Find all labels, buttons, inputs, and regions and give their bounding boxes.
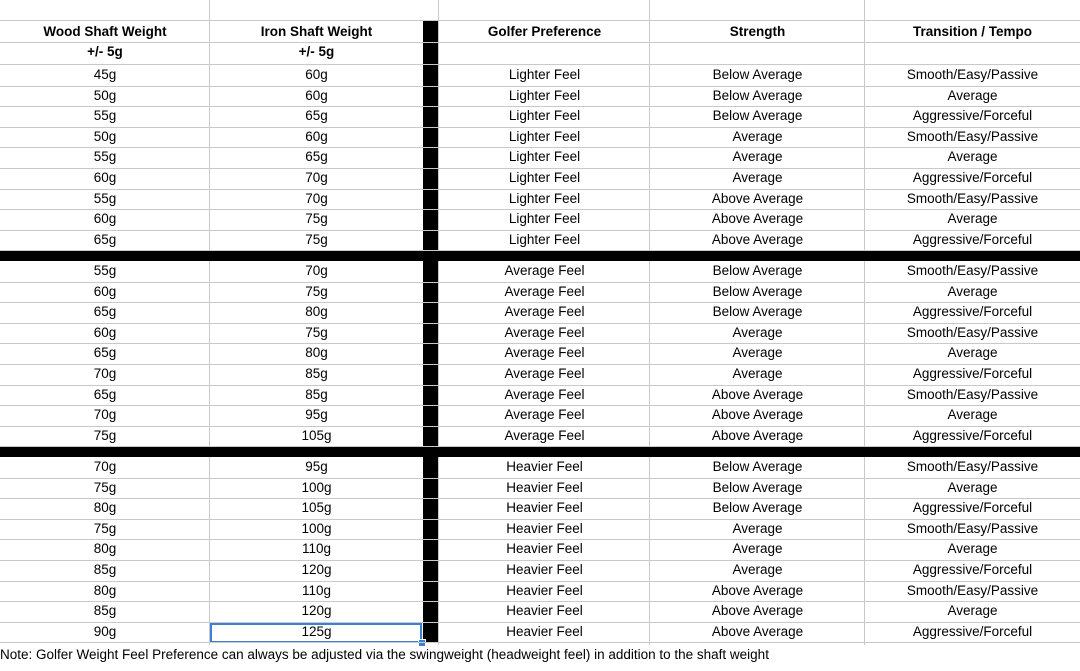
iron-shaft-weight-cell[interactable]: 70g — [305, 190, 328, 206]
iron-shaft-weight-cell[interactable]: 110g — [301, 582, 332, 598]
iron-shaft-weight-cell[interactable]: 60g — [305, 128, 328, 144]
strength-cell[interactable]: Below Average — [712, 283, 803, 299]
transition-tempo-cell[interactable]: Average — [947, 407, 998, 423]
golfer-preference-cell[interactable]: Lighter Feel — [508, 108, 581, 124]
iron-shaft-weight-cell[interactable]: 65g — [305, 108, 328, 124]
golfer-preference-cell[interactable]: Average Feel — [504, 263, 585, 278]
strength-cell[interactable]: Average — [732, 366, 783, 381]
group-separator-bar — [0, 251, 1080, 261]
strength-cell[interactable]: Below Average — [712, 87, 803, 103]
transition-tempo-cell[interactable]: Average — [947, 603, 998, 619]
golfer-preference-cell[interactable]: Heavier Feel — [506, 520, 583, 536]
wood-shaft-weight-cell[interactable]: 70g — [93, 407, 117, 423]
iron-shaft-weight-cell[interactable]: 85g — [305, 386, 328, 402]
iron-shaft-weight-cell[interactable]: 120g — [301, 562, 332, 577]
strength-cell[interactable]: Average — [732, 149, 783, 165]
fill-handle[interactable] — [418, 639, 426, 647]
golfer-preference-cell[interactable]: Lighter Feel — [508, 128, 581, 144]
wood-shaft-weight-cell[interactable]: 60g — [93, 170, 117, 185]
row-gridline — [0, 385, 1080, 386]
strength-cell[interactable]: Below Average — [712, 67, 803, 82]
iron-shaft-weight-cell[interactable]: 105g — [301, 500, 332, 516]
transition-tempo-cell[interactable]: Smooth/Easy/Passive — [906, 459, 1039, 474]
iron-shaft-weight-cell[interactable]: 125g — [301, 623, 332, 639]
iron-shaft-weight-cell[interactable]: 85g — [305, 366, 328, 381]
row-gridline — [0, 189, 1080, 190]
header-wood-line2: +/- 5g — [87, 44, 123, 59]
transition-tempo-cell[interactable]: Aggressive/Forceful — [912, 304, 1033, 320]
row-gridline — [0, 478, 1080, 479]
transition-tempo-cell[interactable]: Aggressive/Forceful — [912, 500, 1033, 516]
golfer-preference-cell[interactable]: Lighter Feel — [508, 170, 581, 185]
row-gridline — [0, 519, 1080, 520]
transition-tempo-cell[interactable]: Smooth/Easy/Passive — [906, 190, 1039, 206]
wood-shaft-weight-cell[interactable]: 80g — [93, 582, 117, 598]
strength-cell[interactable]: Above Average — [711, 231, 804, 247]
transition-tempo-cell[interactable]: Smooth/Easy/Passive — [906, 520, 1039, 536]
transition-tempo-cell[interactable]: Aggressive/Forceful — [912, 562, 1033, 577]
row-gridline — [0, 147, 1080, 148]
strength-cell[interactable]: Average — [732, 324, 783, 340]
wood-shaft-weight-cell[interactable]: 60g — [93, 324, 117, 340]
strength-cell[interactable]: Below Average — [712, 304, 803, 320]
transition-tempo-cell[interactable]: Smooth/Easy/Passive — [906, 263, 1039, 278]
strength-cell[interactable]: Average — [732, 562, 783, 577]
iron-shaft-weight-cell[interactable]: 60g — [305, 87, 328, 103]
transition-tempo-cell[interactable]: Aggressive/Forceful — [912, 427, 1033, 443]
strength-cell[interactable]: Average — [732, 170, 783, 185]
transition-tempo-cell[interactable]: Aggressive/Forceful — [912, 623, 1033, 639]
transition-tempo-cell[interactable]: Average — [947, 541, 998, 557]
iron-shaft-weight-cell[interactable]: 120g — [301, 603, 332, 619]
iron-shaft-weight-cell[interactable]: 75g — [305, 324, 328, 340]
iron-shaft-weight-cell[interactable]: 75g — [305, 211, 328, 227]
golfer-preference-cell[interactable]: Heavier Feel — [506, 479, 583, 495]
row-gridline — [0, 20, 1080, 21]
golfer-preference-cell[interactable]: Heavier Feel — [506, 500, 583, 516]
transition-tempo-cell[interactable]: Aggressive/Forceful — [912, 170, 1033, 185]
strength-cell[interactable]: Below Average — [712, 479, 803, 495]
row-gridline — [0, 581, 1080, 582]
iron-shaft-weight-cell[interactable]: 105g — [301, 427, 332, 443]
row-gridline — [0, 42, 1080, 43]
transition-tempo-cell[interactable]: Average — [947, 283, 998, 299]
golfer-preference-cell[interactable]: Lighter Feel — [508, 231, 581, 247]
golfer-preference-cell[interactable]: Average Feel — [504, 345, 585, 361]
transition-tempo-cell[interactable]: Average — [947, 211, 998, 227]
wood-shaft-weight-cell[interactable]: 55g — [93, 108, 117, 124]
transition-tempo-cell[interactable]: Aggressive/Forceful — [912, 108, 1033, 124]
golfer-preference-cell[interactable]: Lighter Feel — [508, 67, 581, 82]
wood-shaft-weight-cell[interactable]: 65g — [93, 231, 117, 247]
iron-shaft-weight-cell[interactable]: 65g — [305, 149, 328, 165]
row-gridline — [0, 323, 1080, 324]
wood-shaft-weight-cell[interactable]: 55g — [93, 190, 117, 206]
strength-cell[interactable]: Above Average — [711, 623, 804, 639]
transition-tempo-cell[interactable]: Smooth/Easy/Passive — [906, 386, 1039, 402]
group-separator-bar — [0, 447, 1080, 457]
wood-shaft-weight-cell[interactable]: 60g — [93, 283, 117, 299]
strength-cell[interactable]: Below Average — [712, 459, 803, 474]
row-gridline — [0, 209, 1080, 210]
row-gridline — [0, 106, 1080, 107]
transition-tempo-cell[interactable]: Average — [947, 149, 998, 165]
row-gridline — [0, 560, 1080, 561]
wood-shaft-weight-cell[interactable]: 70g — [93, 366, 117, 381]
iron-shaft-weight-cell[interactable]: 80g — [305, 304, 328, 320]
iron-shaft-weight-cell[interactable]: 75g — [305, 283, 328, 299]
iron-shaft-weight-cell[interactable]: 75g — [305, 231, 328, 247]
iron-shaft-weight-cell[interactable]: 95g — [305, 407, 328, 423]
row-gridline — [0, 364, 1080, 365]
row-gridline — [0, 622, 1080, 623]
transition-tempo-cell[interactable]: Average — [947, 345, 998, 361]
golfer-preference-cell[interactable]: Average Feel — [504, 283, 585, 299]
row-gridline — [0, 498, 1080, 499]
transition-tempo-cell[interactable]: Smooth/Easy/Passive — [906, 128, 1039, 144]
strength-cell[interactable]: Above Average — [711, 211, 804, 227]
row-gridline — [0, 86, 1080, 87]
header-iron-line2: +/- 5g — [298, 44, 335, 59]
transition-tempo-cell[interactable]: Smooth/Easy/Passive — [906, 67, 1039, 82]
wood-shaft-weight-cell[interactable]: 85g — [93, 562, 117, 577]
header-transition-tempo[interactable]: Transition / Tempo — [912, 24, 1032, 39]
iron-shaft-weight-cell[interactable]: 80g — [305, 345, 328, 361]
row-gridline — [0, 302, 1080, 303]
strength-cell[interactable]: Above Average — [711, 407, 804, 423]
strength-cell[interactable]: Average — [732, 345, 783, 361]
row-gridline — [0, 426, 1080, 427]
transition-tempo-cell[interactable]: Smooth/Easy/Passive — [906, 324, 1039, 340]
golfer-preference-cell[interactable]: Lighter Feel — [508, 211, 581, 227]
wood-shaft-weight-cell[interactable]: 60g — [93, 211, 117, 227]
row-gridline — [0, 539, 1080, 540]
golfer-preference-cell[interactable]: Average Feel — [504, 304, 585, 320]
strength-cell[interactable]: Above Average — [711, 582, 804, 598]
iron-shaft-weight-cell[interactable]: 95g — [305, 459, 328, 474]
wood-shaft-weight-cell[interactable]: 75g — [93, 520, 117, 536]
golfer-preference-cell[interactable]: Heavier Feel — [506, 459, 583, 474]
row-gridline — [0, 127, 1080, 128]
iron-shaft-weight-cell[interactable]: 100g — [301, 479, 332, 495]
column-separator-bar — [423, 20, 439, 643]
row-gridline — [0, 282, 1080, 283]
strength-cell[interactable]: Above Average — [711, 603, 804, 619]
golfer-preference-cell[interactable]: Heavier Feel — [506, 541, 583, 557]
row-gridline — [0, 642, 1080, 643]
wood-shaft-weight-cell[interactable]: 75g — [93, 427, 117, 443]
wood-shaft-weight-cell[interactable]: 90g — [93, 623, 117, 639]
transition-tempo-cell[interactable]: Aggressive/Forceful — [912, 231, 1033, 247]
strength-cell[interactable]: Below Average — [712, 263, 803, 278]
golfer-preference-cell[interactable]: Heavier Feel — [506, 582, 583, 598]
selected-cell-outline — [210, 623, 422, 643]
header-wood-line1: Wood Shaft Weight — [43, 24, 167, 39]
strength-cell[interactable]: Above Average — [711, 427, 804, 443]
golfer-preference-cell[interactable]: Average Feel — [504, 427, 585, 443]
header-strength[interactable]: Strength — [729, 24, 786, 39]
wood-shaft-weight-cell[interactable]: 45g — [93, 67, 117, 82]
wood-shaft-weight-cell[interactable]: 55g — [93, 263, 117, 278]
golfer-preference-cell[interactable]: Average Feel — [504, 407, 585, 423]
wood-shaft-weight-cell[interactable]: 65g — [93, 386, 117, 402]
strength-cell[interactable]: Above Average — [711, 190, 804, 206]
golfer-preference-cell[interactable]: Heavier Feel — [506, 603, 583, 619]
wood-shaft-weight-cell[interactable]: 70g — [93, 459, 117, 474]
golfer-preference-cell[interactable]: Heavier Feel — [506, 562, 583, 577]
wood-shaft-weight-cell[interactable]: 75g — [93, 479, 117, 495]
row-gridline — [0, 601, 1080, 602]
transition-tempo-cell[interactable]: Smooth/Easy/Passive — [906, 582, 1039, 598]
wood-shaft-weight-cell[interactable]: 50g — [93, 87, 117, 103]
golfer-preference-cell[interactable]: Average Feel — [504, 324, 585, 340]
header-golfer-preference[interactable]: Golfer Preference — [487, 24, 602, 39]
strength-cell[interactable]: Below Average — [712, 500, 803, 516]
strength-cell[interactable]: Average — [732, 128, 783, 144]
row-gridline — [0, 343, 1080, 344]
iron-shaft-weight-cell[interactable]: 70g — [305, 170, 328, 185]
row-gridline — [0, 64, 1080, 65]
wood-shaft-weight-cell[interactable]: 65g — [93, 345, 117, 361]
wood-shaft-weight-cell[interactable]: 85g — [93, 603, 117, 619]
strength-cell[interactable]: Average — [732, 541, 783, 557]
iron-shaft-weight-cell[interactable]: 60g — [305, 67, 328, 82]
strength-cell[interactable]: Below Average — [712, 108, 803, 124]
header-iron-line1: Iron Shaft Weight — [260, 24, 373, 39]
strength-cell[interactable]: Average — [732, 520, 783, 536]
strength-cell[interactable]: Above Average — [711, 386, 804, 402]
golfer-preference-cell[interactable]: Lighter Feel — [508, 87, 581, 103]
wood-shaft-weight-cell[interactable]: 80g — [93, 541, 117, 557]
transition-tempo-cell[interactable]: Aggressive/Forceful — [912, 366, 1033, 381]
footnote-note[interactable]: Note: Golfer Weight Feel Preference can always be adjusted via the swingweight (headweight feel) in addition to the shaft weight — [0, 647, 769, 662]
golfer-preference-cell[interactable]: Lighter Feel — [508, 190, 581, 206]
wood-shaft-weight-cell[interactable]: 55g — [93, 149, 117, 165]
iron-shaft-weight-cell[interactable]: 110g — [301, 541, 332, 557]
wood-shaft-weight-cell[interactable]: 65g — [93, 304, 117, 320]
transition-tempo-cell[interactable]: Average — [947, 479, 998, 495]
row-gridline — [0, 230, 1080, 231]
golfer-preference-cell[interactable]: Heavier Feel — [506, 623, 583, 639]
golfer-preference-cell[interactable]: Average Feel — [504, 386, 585, 402]
golfer-preference-cell[interactable]: Average Feel — [504, 366, 585, 381]
transition-tempo-cell[interactable]: Average — [947, 87, 998, 103]
golfer-preference-cell[interactable]: Lighter Feel — [508, 149, 581, 165]
iron-shaft-weight-cell[interactable]: 70g — [305, 263, 328, 278]
wood-shaft-weight-cell[interactable]: 80g — [93, 500, 117, 516]
row-gridline — [0, 168, 1080, 169]
wood-shaft-weight-cell[interactable]: 50g — [93, 128, 117, 144]
row-gridline — [0, 405, 1080, 406]
iron-shaft-weight-cell[interactable]: 100g — [301, 520, 332, 536]
